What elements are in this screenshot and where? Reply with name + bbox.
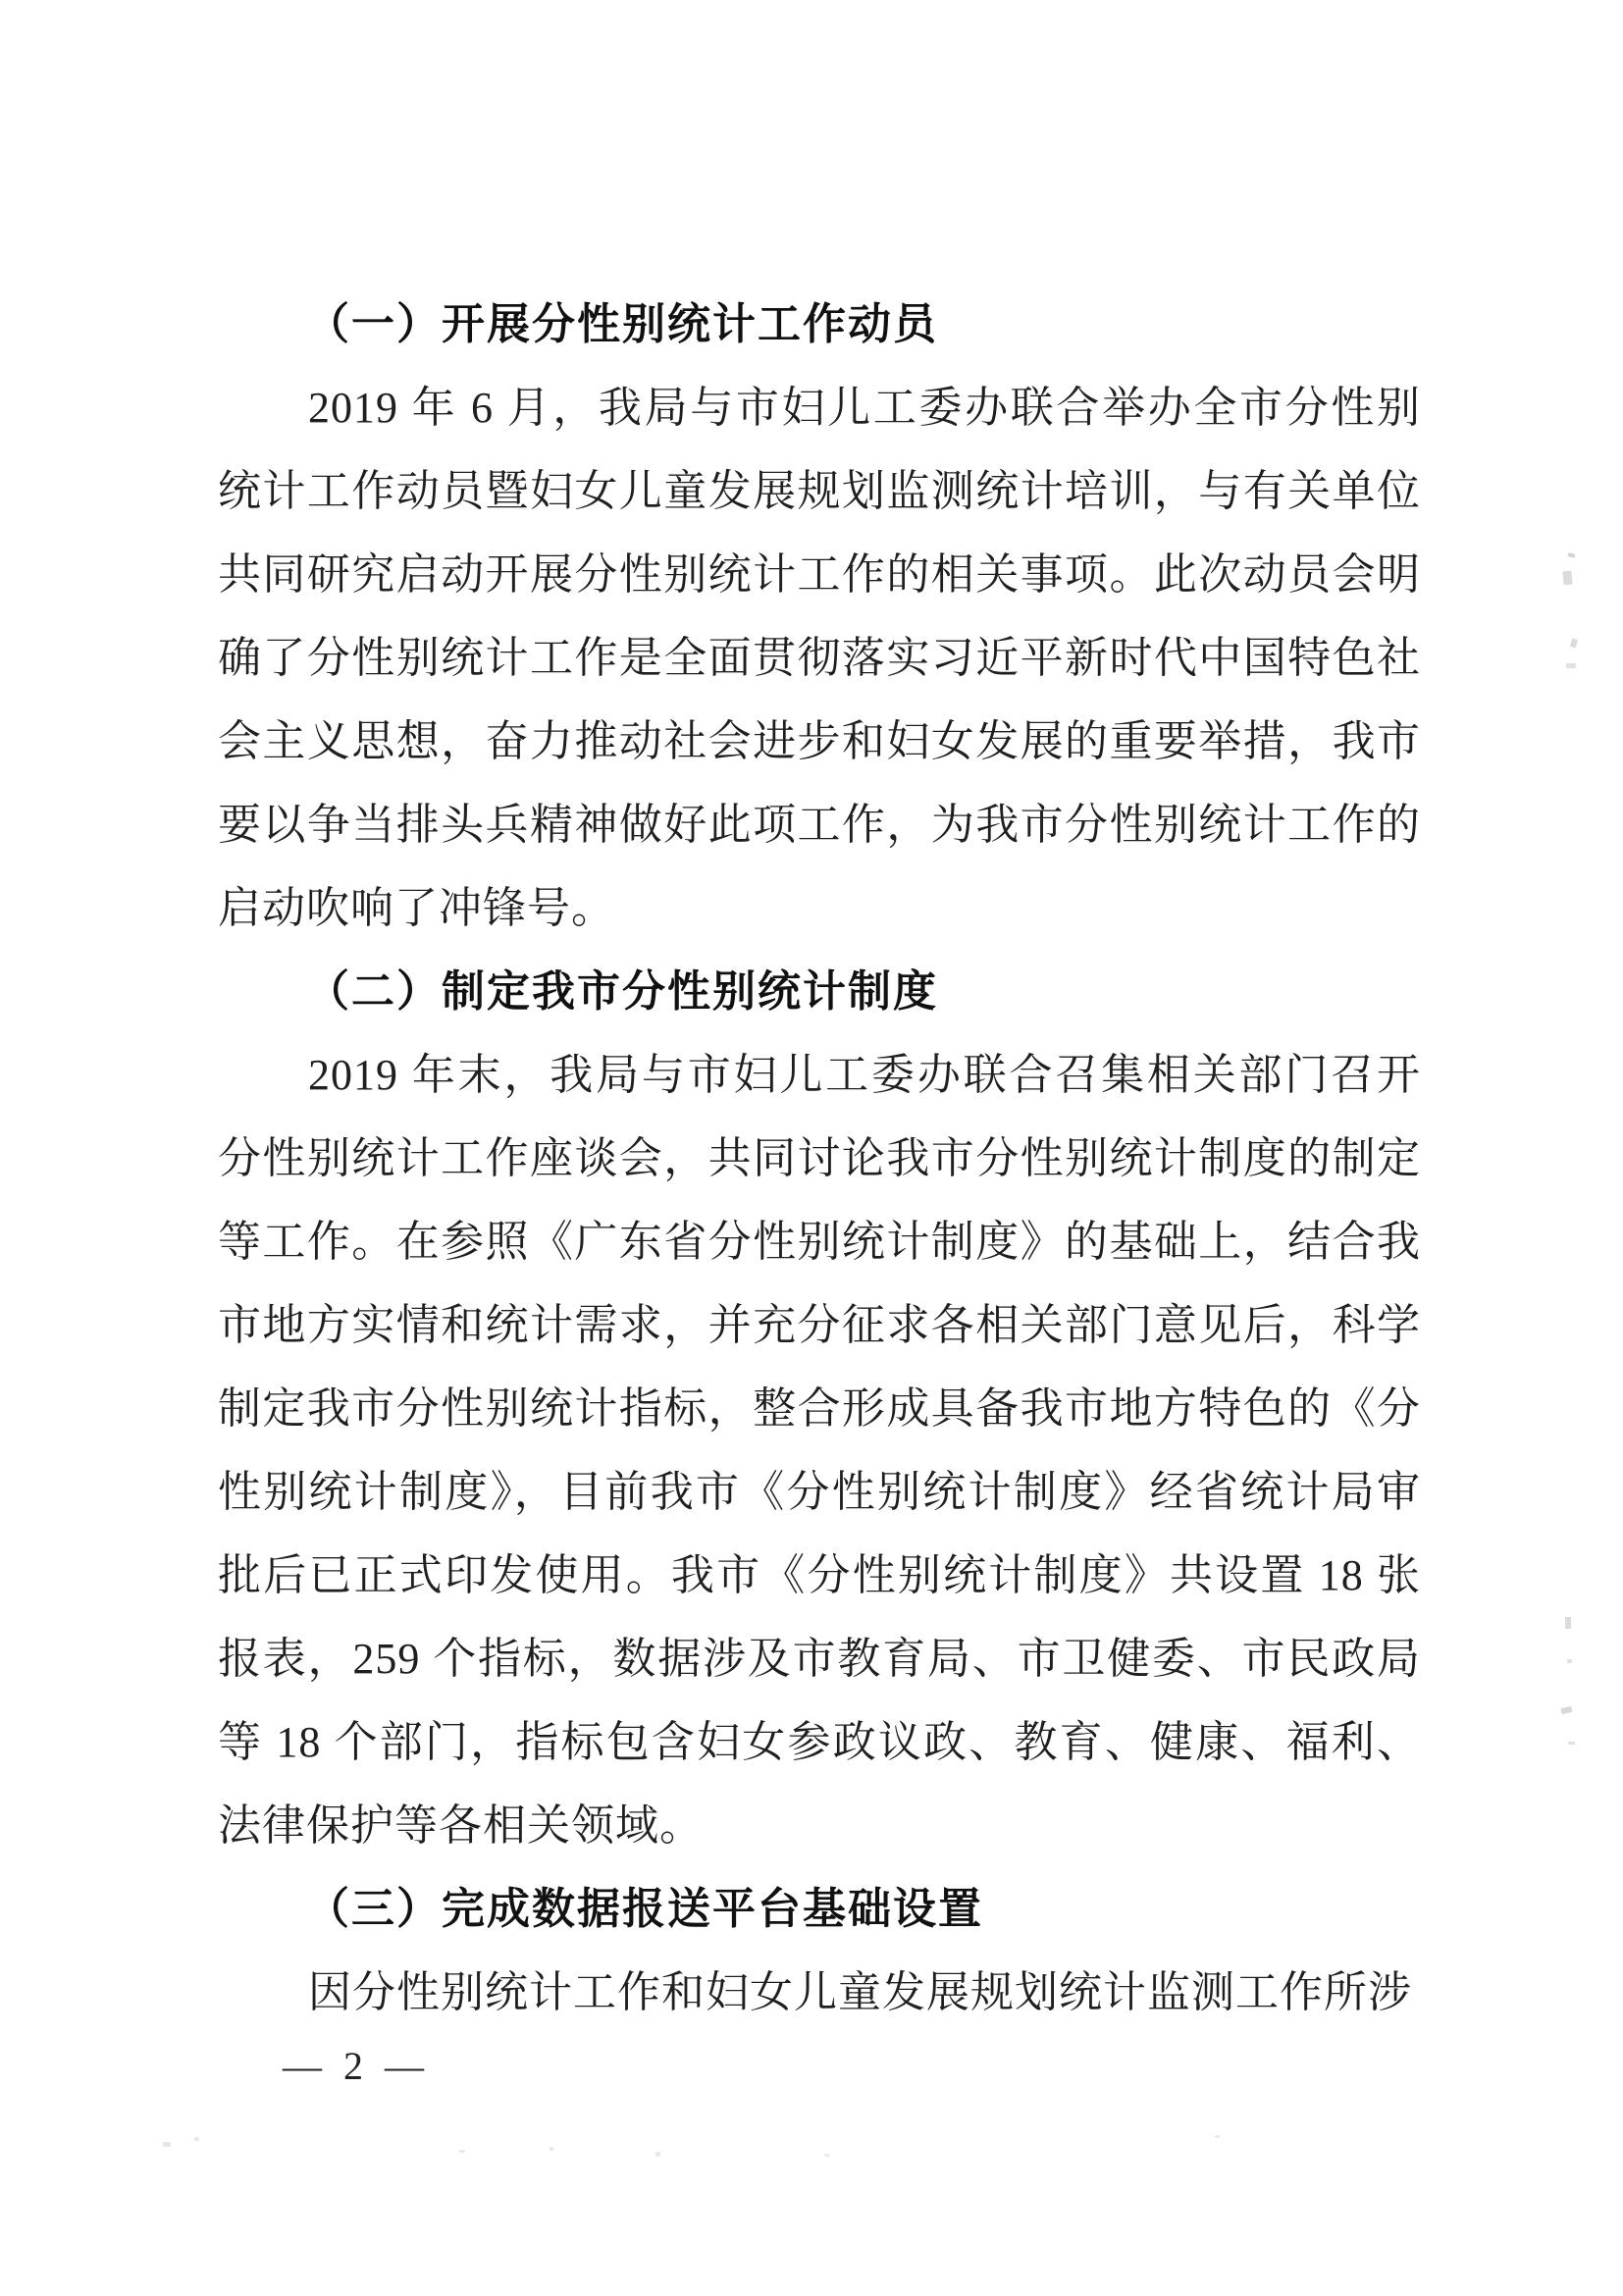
scan-artifact: [1568, 1742, 1575, 1745]
scan-artifact: [1565, 1617, 1571, 1629]
scan-artifact: [1560, 1706, 1572, 1714]
scan-artifact: [194, 2137, 199, 2141]
section-3: [218, 1867, 1421, 2034]
scan-artifact: [1567, 1659, 1572, 1663]
page-number: — 2 —: [283, 2044, 430, 2088]
scan-artifact: [1568, 552, 1576, 557]
document-text-block: [218, 283, 1421, 2034]
section-1-paragraph: 2019 年 6 月，我局与市妇儿工委办联合举办全市分性别统计工作动员暨妇女儿童发展规划监测统计培训，与有关单位共同研究启动开展分性别统计工作的相关事项。此次动员会明确了分性别统计工作是全面贯彻落实习近平新时代中国特色社会主义思想，奋力推动社会进步和妇女发展的重要举措，我市要以争当排头兵精神做好此项工作，为我市分性别统计工作的启动吹响了冲锋号。: [218, 384, 1421, 932]
scan-artifact: [1570, 638, 1579, 649]
scan-artifact: [550, 2147, 553, 2151]
section-2-heading: （二）制定我市分性别统计制度: [306, 967, 938, 1016]
scan-artifact: [1562, 571, 1572, 586]
scan-artifact: [655, 2152, 660, 2157]
scan-artifact: [824, 2154, 830, 2157]
section-3-paragraph: 因分性别统计工作和妇女儿童发展规划统计监测工作所涉: [308, 1968, 1412, 2016]
scan-artifact: [1215, 2135, 1220, 2138]
scan-artifact: [1566, 663, 1576, 668]
section-2: [218, 950, 1421, 1867]
scan-artifact: [163, 2142, 171, 2147]
section-3-heading: （三）完成数据报送平台基础设置: [306, 1885, 983, 1933]
section-1: [218, 283, 1421, 950]
scan-artifact: [459, 2150, 465, 2153]
section-2-paragraph: 2019 年末，我局与市妇儿工委办联合召集相关部门召开分性别统计工作座谈会，共同讨论我市分性别统计制度的制定等工作。在参照《广东省分性别统计制度》的基础上，结合我市地方实情和统计需求，并充分征求各相关部门意见后，科学制定我市分性别统计指标，整合形成具备我市地方特色的《分性别统计制度》，目前我市《分性别统计制度》经省统计局审批后已正式印发使用。我市《分性别统计制度》共设置 18 张报表，259 个指标，数据涉及市教育局、市卫健委、市民政局等 18 个部门，指标包含妇女参政议政、教育、健康、福利、法律保护等各相关领域。: [218, 1051, 1421, 1850]
section-1-heading: （一）开展分性别统计工作动员: [306, 300, 938, 348]
